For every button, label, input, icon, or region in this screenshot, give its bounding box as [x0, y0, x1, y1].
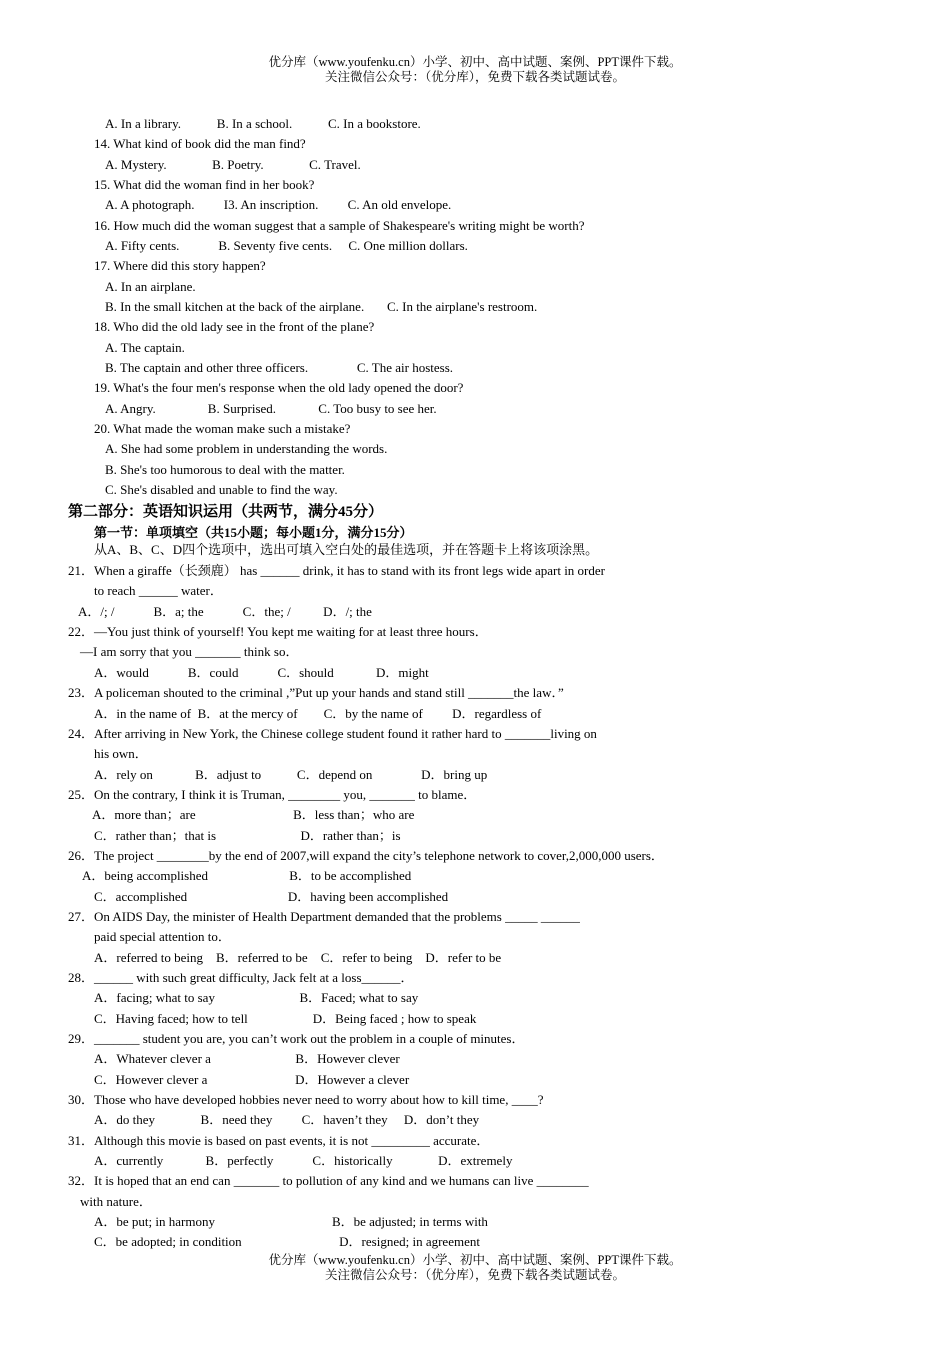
q20-option-a: A. She had some problem in understanding the words.: [105, 441, 388, 456]
q14-question: 14. What kind of book did the man find?: [94, 136, 306, 151]
q32-question: 32．It is hoped that an end can _______ to pollution of any kind and we humans can live ________: [68, 1173, 589, 1188]
q13-options: A. In a library. B. In a school. C. In a bookstore.: [105, 116, 421, 131]
q25-question: 25．On the contrary, I think it is Truman, ________ you, _______ to blame．: [68, 787, 477, 802]
q28-question: 28．______ with such great difficulty, Jack felt at a loss______．: [68, 970, 414, 985]
q26-question: 26．The project ________by the end of 2007,will expand the city’s telephone network to cover,2,000,000 users．: [68, 848, 664, 863]
q20-option-c: C. She's disabled and unable to find the way.: [105, 482, 338, 497]
q24-question: 24．After arriving in New York, the Chinese college student found it rather hard to _______living on: [68, 726, 597, 741]
q24-question-cont: his own．: [94, 746, 148, 761]
q32-options-cd: C．be adopted; in condition D．resigned; in agreement: [94, 1234, 480, 1249]
q23-options: A．in the name of B．at the mercy of C．by the name of D．regardless of: [94, 706, 542, 721]
q15-options: A. A photograph. I3. An inscription. C. An old envelope.: [105, 197, 452, 212]
footer-line-2: 关注微信公众号：（优分库），免费下载各类试题试卷。: [324, 1268, 625, 1282]
q24-options: A．rely on B．adjust to C．depend on D．bring up: [94, 767, 488, 782]
q22-question-cont: —I am sorry that you _______ think so．: [80, 644, 299, 659]
q16-question: 16. How much did the woman suggest that a sample of Shakespeare's writing might be worth?: [94, 218, 585, 233]
q19-question: 19. What's the four men's response when the old lady opened the door?: [94, 380, 464, 395]
q20-question: 20. What made the woman make such a mistake?: [94, 421, 351, 436]
q29-question: 29．_______ student you are, you can’t work out the problem in a couple of minutes．: [68, 1031, 525, 1046]
q14-options: A. Mystery. B. Poetry. C. Travel.: [105, 157, 361, 172]
q17-question: 17. Where did this story happen?: [94, 258, 266, 273]
header-line-2: 关注微信公众号：（优分库），免费下载各类试题试卷。: [324, 70, 625, 84]
section1-instruction: 从A、B、C、D四个选项中，选出可填入空白处的最佳选项，并在答题卡上将该项涂黑。: [94, 542, 599, 557]
header-line-1: 优分库（www.youfenku.cn）小学、初中、高中试题、案例、PPT课件下载。: [268, 55, 682, 69]
q31-options: A．currently B．perfectly C．historically D．extremely: [94, 1153, 513, 1168]
q22-question: 22．—You just think of yourself! You kept me waiting for at least three hours．: [68, 624, 488, 639]
q26-options-ab: A．being accomplished B．to be accomplished: [82, 868, 412, 883]
q27-question-cont: paid special attention to．: [94, 929, 231, 944]
q29-options-cd: C．However clever a D．However a clever: [94, 1072, 410, 1087]
q31-question: 31．Although this movie is based on past events, it is not _________ accurate．: [68, 1133, 490, 1148]
q17-option-a: A. In an airplane.: [105, 279, 196, 294]
q23-question: 23．A policeman shouted to the criminal ,”Put up your hands and stand still _______the law．”: [68, 685, 564, 700]
q25-options-cd: C．rather than；that is D．rather than；is: [94, 828, 401, 843]
q19-options: A. Angry. B. Surprised. C. Too busy to see her.: [105, 401, 437, 416]
q27-question: 27．On AIDS Day, the minister of Health Department demanded that the problems _____ ______: [68, 909, 580, 924]
q28-options-ab: A．facing; what to say B．Faced; what to say: [94, 990, 419, 1005]
part2-title: 第二部分：英语知识运用（共两节，满分45分）: [68, 504, 384, 520]
q18-question: 18. Who did the old lady see in the front of the plane?: [94, 319, 375, 334]
q30-question: 30．Those who have developed hobbies never need to worry about how to kill time, ____?: [68, 1092, 544, 1107]
q22-options: A．would B．could C．should D．might: [94, 665, 429, 680]
q20-option-b: B. She's too humorous to deal with the matter.: [105, 462, 345, 477]
q18-option-a: A. The captain.: [105, 340, 185, 355]
q27-options: A．referred to being B．referred to be C．refer to being D．refer to be: [94, 950, 502, 965]
q18-option-bc: B. The captain and other three officers. C. The air hostess.: [105, 360, 454, 375]
section1-title: 第一节：单项填空（共15小题；每小题1分，满分15分）: [94, 525, 413, 540]
q32-options-ab: A．be put; in harmony B．be adjusted; in terms with: [94, 1214, 488, 1229]
q29-options-ab: A．Whatever clever a B．However clever: [94, 1051, 400, 1066]
q17-option-bc: B. In the small kitchen at the back of the airplane. C. In the airplane's restroom.: [105, 299, 538, 314]
q21-options: A．/; / B．a; the C．the; / D．/; the: [78, 604, 372, 619]
q30-options: A．do they B．need they C．haven’t they D．don’t they: [94, 1112, 480, 1127]
q16-options: A. Fifty cents. B. Seventy five cents. C. One million dollars.: [105, 238, 468, 253]
q32-question-cont: with nature．: [80, 1194, 152, 1209]
q26-options-cd: C．accomplished D．having been accomplished: [94, 889, 449, 904]
q15-question: 15. What did the woman find in her book?: [94, 177, 315, 192]
q28-options-cd: C．Having faced; how to tell D．Being faced ; how to speak: [94, 1011, 477, 1026]
footer-line-1: 优分库（www.youfenku.cn）小学、初中、高中试题、案例、PPT课件下载。: [268, 1253, 682, 1267]
q25-options-ab: A．more than；are B．less than；who are: [92, 807, 415, 822]
q21-question-cont: to reach ______ water．: [94, 583, 223, 598]
q21-question: 21．When a giraffe（长颈鹿） has ______ drink, it has to stand with its front legs wide apart in order: [68, 563, 605, 578]
